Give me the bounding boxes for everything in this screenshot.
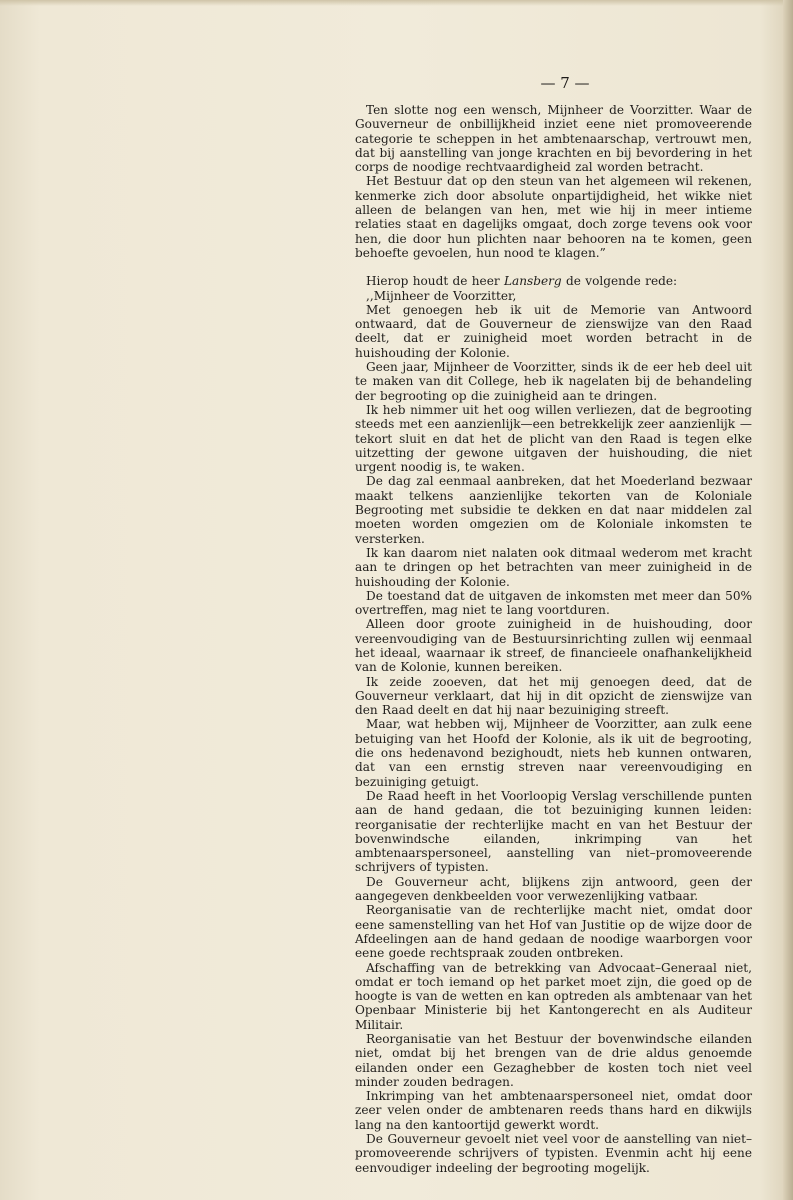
paragraph-typisten: De Gouverneur gevoelt niet veel voor de aanstelling van niet–promoveerende schrijvers of typisten. Evenmin acht hij eene eenvoudiger indeeling der begrooting mogelijk.	[355, 1132, 752, 1175]
paragraph-voorloopig-verslag: De Raad heeft in het Voorloopig Verslag verschillende punten aan de hand gedaan, die tot bezuiniging kunnen leiden: reorganisatie der rechterlijke macht en van het Bestuur der bovenwindsche eilanden, inkrimping van het ambtenaarspersoneel, aanstelling van niet–promoveerende schrijvers of typisten.	[355, 788, 752, 875]
paragraph-gouverneur-acht: De Gouverneur acht, blijkens zijn antwoord, geen der aangegeven denkbeelden voor verwezenlijking vatbaar.	[355, 874, 752, 904]
paragraph-inkrimping: Inkrimping van het ambtenaarspersoneel niet, omdat door zeer velen onder de ambtenaren reeds thans hard en dikwijls lang na den kantoortijd gewerkt wordt.	[355, 1089, 752, 1132]
speaker-name: Lansberg	[504, 274, 562, 289]
paragraph-toestand: De toestand dat de uitgaven de inkomsten met meer dan 50% overtreffen, mag niet te lang voortduren.	[355, 588, 752, 618]
speech-intro-after: de volgende rede:	[561, 274, 678, 289]
paragraph-memorie: Met genoegen heb ik uit de Memorie van Antwoord ontwaard, dat de Gouverneur de zienswijze van den Raad deelt, dat er zuinigheid moet worden betracht in de huishouding der Kolonie.	[355, 302, 752, 360]
paragraph-speech-intro	[355, 274, 752, 288]
paragraph-rechterlijke-macht: Reorganisatie van de rechterlijke macht niet, omdat door eene samenstelling van het Hof van Justitie op de wijze door de Afdeelingen aan de hand gedaan de noodige waarborgen voor eene goede rechtspraak zouden ontbreken.	[355, 903, 752, 961]
paragraph-salutation: ,,Mijnheer de Voorzitter,	[366, 288, 517, 303]
page-right-edge	[783, 0, 793, 1200]
paragraph-genoegen: Ik zeide zooeven, dat het mij genoegen deed, dat de Gouverneur verklaart, dat hij in dit opzicht de zienswijze van den Raad deelt en dat hij naar bezuiniging streeft.	[355, 674, 752, 718]
paragraph-betuiging: Maar, wat hebben wij, Mijnheer de Voorzitter, aan zulk eene betuiging van het Hoofd der Kolonie, als ik uit de begrooting, die ons hedenavond bezighoudt, niets heb kunnen ontwaren, dat van een ernstig streven naar vereenvoudiging en bezuiniging getuigt.	[355, 717, 752, 789]
page-number: — 7 —	[540, 74, 590, 92]
paragraph-advocaat-generaal: Afschaffing van de betrekking van Advocaat–Generaal niet, omdat er toch iemand op het parket moet zijn, die goed op de hoogte is van de wetten en kan optreden als ambtenaar van het Openbaar Ministerie bij het Kantongerecht en als Auditeur Militair.	[355, 960, 753, 1032]
paragraph-bestuur: Het Bestuur dat op den steun van het algemeen wil rekenen, kenmerke zich door absolute onpartijdigheid, het wikke niet alleen de belangen van hen, met wie hij in meer intieme relaties staat en dagelijks omgaat, doch zorge tevens ook voor hen, die door hun plichten naar behooren na te komen, geen behoefte gevoelen, hun nood te klagen.”	[355, 174, 752, 260]
speech-intro-before: Hierop houdt de heer	[366, 274, 504, 289]
paragraph-moederland: De dag zal eenmaal aanbreken, dat het Moederland bezwaar maakt telkens aanzienlijke tekorten van de Koloniale Begrooting met subsidie te dekken en dat naar middelen zal moeten worden omgezien om de Koloniale inkomsten te versterken.	[355, 474, 752, 546]
paragraph-ideaal: Alleen door groote zuinigheid in de huishouding, door vereenvoudiging van de Bestuursinrichting zullen wij eenmaal het ideaal, waarnaar ik streef, de financieele onafhankelijkheid van de Kolonie, kunnen bereiken.	[355, 617, 752, 675]
paragraph-bovenwindsche: Reorganisatie van het Bestuur der bovenwindsche eilanden niet, omdat bij het brengen van de drie aldus genoemde eilanden onder een Gezaghebber de kosten toch niet veel minder zouden bedragen.	[355, 1032, 752, 1089]
paragraph-tekort: Ik heb nimmer uit het oog willen verliezen, dat de begrooting steeds met een aanzienlijk—een betrekkelijk zeer aanzienlijk — tekort sluit en dat het de plicht van den Raad is tegen elke uitzetting der gewone uitgaven der huishouding, die niet urgent noodig is, te waken.	[355, 402, 752, 475]
paragraph-closing-wish: Ten slotte nog een wensch, Mijnheer de Voorzitter. Waar de Gouverneur de onbillijkheid inziet eene niet promoveerende categorie te scheppen in het ambtenaarschap, vertrouwt men, dat bij aanstelling van jonge krachten en bij bevordering in het corps de noodige rechtvaardigheid zal worden betracht.	[355, 103, 752, 175]
paragraph-geen-jaar: Geen jaar, Mijnheer de Voorzitter, sinds ik de eer heb deel uit te maken van dit College, heb ik nagelaten bij de behandeling der begrooting op die zuinigheid aan te dringen.	[355, 360, 752, 403]
paragraph-zuinigheid: Ik kan daarom niet nalaten ook ditmaal wederom met kracht aan te dringen op het betrachten van meer zuinigheid in de huishouding der Kolonie.	[355, 545, 752, 589]
text-column	[355, 103, 752, 1175]
page-top-shadow	[0, 0, 793, 6]
